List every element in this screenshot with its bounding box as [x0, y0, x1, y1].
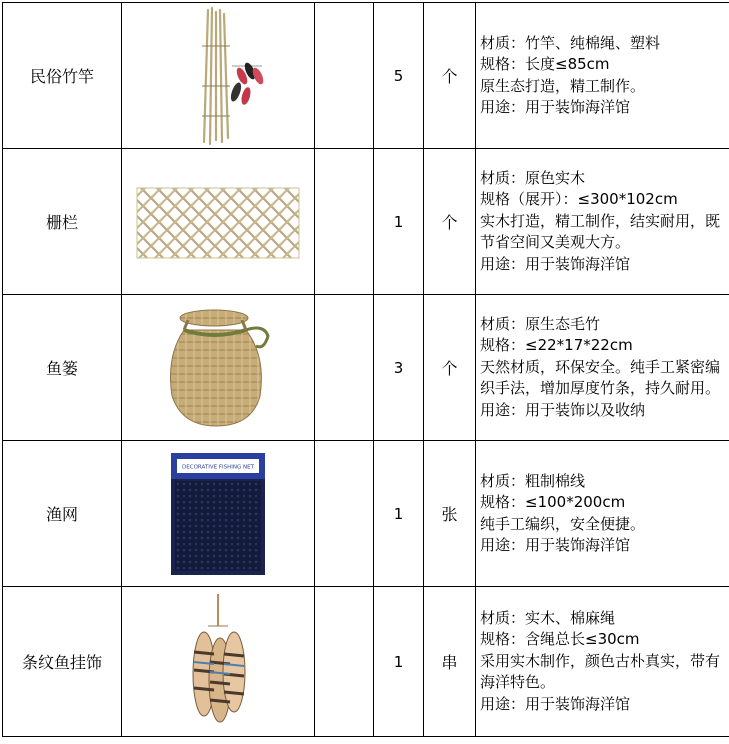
item-unit: 串: [424, 587, 476, 737]
item-name: 渔网: [3, 441, 122, 587]
desc-line: 用途：用于装饰海洋馆: [480, 98, 631, 116]
desc-line: 规格：≤100*200cm: [480, 493, 626, 511]
table-row: [3, 3, 729, 149]
desc-line: 材质：竹竿、纯棉绳、塑料: [480, 33, 661, 52]
item-description: [476, 295, 729, 441]
item-description: [476, 149, 729, 295]
lattice-fence-icon: [135, 182, 301, 262]
bamboo-fish-basket-icon: [158, 306, 278, 430]
desc-line: 材质：原色实木: [480, 168, 586, 187]
item-name: 条纹鱼挂饰: [3, 587, 122, 737]
item-quantity: 1: [374, 441, 424, 587]
desc-line: 采用实木制作，颜色古朴真实，带有: [480, 651, 721, 670]
item-unit: 个: [424, 3, 476, 149]
desc-line: 规格（展开）：≤300*102cm: [480, 190, 678, 209]
table-row: [3, 149, 729, 295]
item-quantity: 3: [374, 295, 424, 441]
item-image-cell: [122, 295, 315, 441]
desc-line: 织手法，增加厚度竹条，持久耐用。: [480, 379, 721, 398]
desc-line: 用途：用于装饰海洋馆: [480, 536, 631, 554]
item-image-cell: [122, 149, 315, 295]
desc-line: 材质：原生态毛竹: [480, 314, 601, 333]
packaged-fishing-net-icon: [163, 451, 273, 577]
desc-line: 用途：用于装饰海洋馆: [480, 694, 631, 713]
product-table: [2, 2, 729, 737]
desc-line: 材质：粗制棉线: [480, 471, 586, 490]
striped-fish-hanging-icon: [168, 592, 268, 732]
desc-line: 原生态打造，精工制作。: [480, 76, 646, 95]
item-description: [476, 3, 729, 149]
item-unit: 个: [424, 295, 476, 441]
item-name: 鱼篓: [3, 295, 122, 441]
desc-line: 规格：长度≤85cm: [480, 55, 610, 73]
desc-line: 实木打造，精工制作，结实耐用，既: [480, 211, 721, 230]
item-name: 民俗竹竿: [3, 3, 122, 149]
desc-line: 规格：≤22*17*22cm: [480, 336, 633, 355]
table-row: [3, 295, 729, 441]
desc-line: 节省空间又美观大方。: [480, 233, 631, 252]
table-row: [3, 587, 729, 737]
desc-line: 规格：含绳总长≤30cm: [480, 630, 640, 649]
item-quantity: 1: [374, 149, 424, 295]
item-quantity: 1: [374, 587, 424, 737]
item-image-cell: [122, 3, 315, 149]
table-row: [3, 441, 729, 587]
item-description: [476, 441, 729, 587]
item-image-cell: [122, 441, 315, 587]
item-name: 栅栏: [3, 149, 122, 295]
item-quantity: 5: [374, 3, 424, 149]
desc-line: 海洋特色。: [480, 673, 556, 692]
desc-line: 材质：实木、棉麻绳: [480, 608, 616, 627]
bamboo-poles-with-fish-icon: [158, 6, 278, 146]
desc-line: 天然材质，环保安全。纯手工紧密编: [480, 357, 721, 376]
desc-line: 用途：用于装饰海洋馆: [480, 254, 631, 273]
item-description: [476, 587, 729, 737]
item-unit: 个: [424, 149, 476, 295]
item-unit: 张: [424, 441, 476, 587]
package-label: DECORATIVE FISHING NET: [182, 464, 254, 470]
desc-line: 纯手工编织，安全便捷。: [480, 514, 646, 533]
item-image-cell: [122, 587, 315, 737]
desc-line: 用途：用于装饰以及收纳: [480, 400, 646, 419]
